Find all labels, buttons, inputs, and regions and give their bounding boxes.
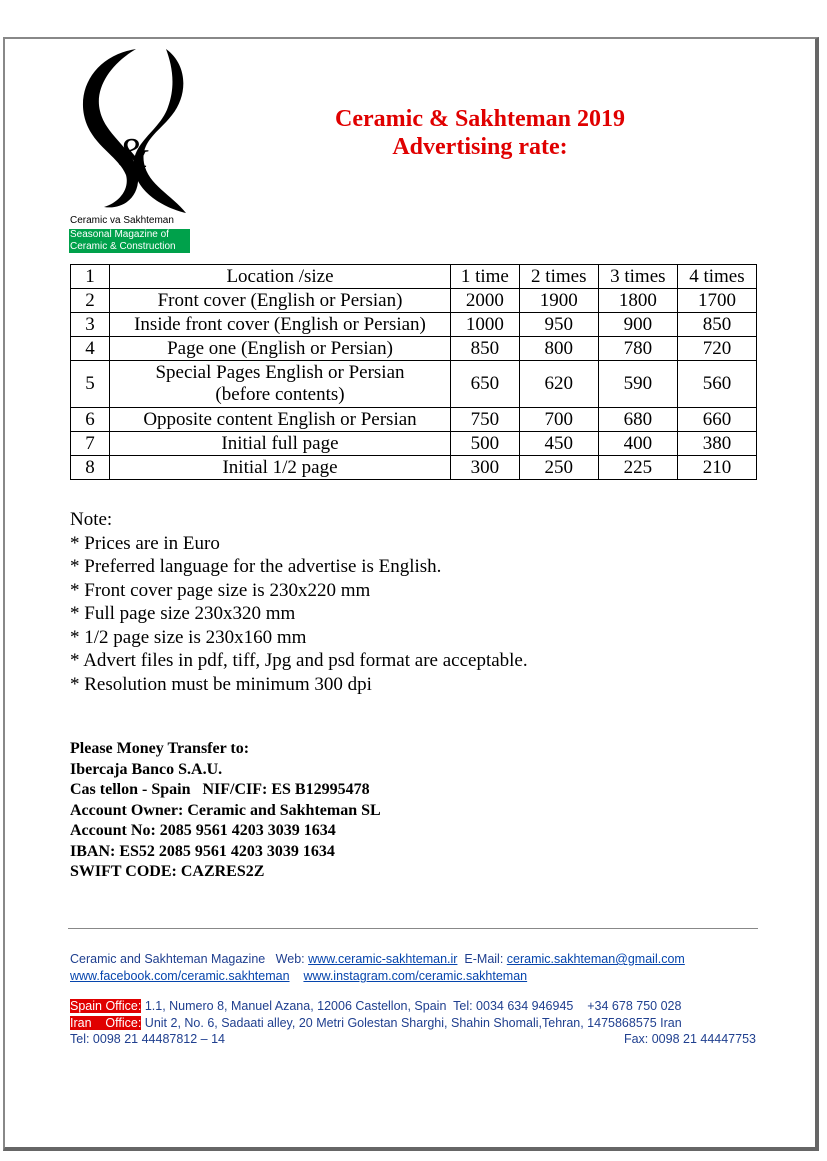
bank-line: Cas tellon - Spain NIF/CIF: ES B12995478 — [70, 781, 370, 798]
notes-section — [70, 508, 528, 696]
table-row — [71, 313, 757, 337]
bank-line: Please Money Transfer to: — [70, 740, 250, 757]
table-row — [71, 456, 757, 480]
table-cell: 1800 — [598, 289, 677, 313]
table-cell: 720 — [677, 337, 756, 361]
bank-line: Account No: 2085 9561 4203 3039 1634 — [70, 822, 336, 839]
spain-office-line — [70, 998, 756, 1015]
table-cell: 1700 — [677, 289, 756, 313]
header-cell: 3 times — [598, 265, 677, 289]
table-cell: 560 — [677, 361, 756, 408]
table-cell: 1900 — [519, 289, 598, 313]
instagram-link[interactable]: www.instagram.com/ceramic.sakhteman — [303, 969, 528, 983]
facebook-link[interactable]: www.facebook.com/ceramic.sakhteman — [70, 969, 290, 983]
table-cell: 1000 — [451, 313, 520, 337]
table-cell: 450 — [519, 432, 598, 456]
table-cell: 680 — [598, 408, 677, 432]
table-cell: 5 — [71, 361, 110, 408]
logo-tagline-line2: Ceramic & Construction — [70, 241, 176, 252]
bank-line: IBAN: ES52 2085 9561 4203 3039 1634 — [70, 842, 335, 860]
header-cell: 1 — [71, 265, 110, 289]
table-row — [71, 289, 757, 313]
table-cell: 210 — [677, 456, 756, 480]
table-cell: Inside front cover (English or Persian) — [110, 313, 451, 337]
table-cell: 2000 — [451, 289, 520, 313]
note-item: * Preferred language for the advertise is English. — [70, 556, 442, 577]
table-cell: Initial 1/2 page — [110, 456, 451, 480]
table-cell: 500 — [451, 432, 520, 456]
table-cell: 780 — [598, 337, 677, 361]
website-link[interactable]: www.ceramic-sakhteman.ir — [308, 952, 458, 966]
header-cell: 4 times — [677, 265, 756, 289]
table-cell: 660 — [677, 408, 756, 432]
header-cell: 2 times — [519, 265, 598, 289]
table-cell: 8 — [71, 456, 110, 480]
table-cell: 250 — [519, 456, 598, 480]
bank-line: Account Owner: Ceramic and Sakhteman SL — [70, 801, 381, 819]
logo-tagline-line1: Seasonal Magazine of — [70, 229, 169, 240]
table-cell: 950 — [519, 313, 598, 337]
iran-office-label: Iran Office: — [70, 1016, 142, 1030]
table-cell: 4 — [71, 337, 110, 361]
logo-name: Ceramic va Sakhteman — [70, 215, 174, 226]
email-link[interactable]: ceramic.sakhteman@gmail.com — [506, 952, 685, 966]
footer-contacts — [70, 951, 756, 985]
note-item: * Resolution must be minimum 300 dpi — [70, 673, 372, 695]
table-cell: Initial full page — [110, 432, 451, 456]
table-cell: 620 — [519, 361, 598, 408]
note-item: * 1/2 page size is 230x160 mm — [70, 626, 307, 648]
header-cell: 1 time — [451, 265, 520, 289]
email-label: E-Mail: — [464, 952, 504, 966]
page-title — [300, 105, 660, 161]
notes-heading: Note: — [70, 509, 113, 530]
table-cell: 800 — [519, 337, 598, 361]
table-row — [71, 432, 757, 456]
table-cell: 700 — [519, 408, 598, 432]
table-cell: 400 — [598, 432, 677, 456]
spain-office-label: Spain Office: — [70, 999, 142, 1013]
table-cell: 300 — [451, 456, 520, 480]
bank-line: Ibercaja Banco S.A.U. — [70, 760, 223, 778]
table-cell: Front cover (English or Persian) — [110, 289, 451, 313]
table-cell: 7 — [71, 432, 110, 456]
logo — [68, 45, 192, 255]
table-cell-special — [110, 361, 451, 408]
table-cell: 850 — [451, 337, 520, 361]
table-cell: 2 — [71, 289, 110, 313]
logo-mark-icon — [68, 45, 192, 215]
rates-table — [70, 264, 757, 480]
header-cell: Location /size — [110, 265, 451, 289]
phone-line — [70, 1031, 756, 1048]
tel-number: Tel: 0098 21 44487812 – 14 — [70, 1032, 225, 1046]
table-row — [71, 361, 757, 408]
magazine-name: Ceramic and Sakhteman Magazine — [70, 952, 266, 966]
note-item: * Front cover page size is 230x220 mm — [70, 579, 371, 601]
footer-divider — [68, 928, 758, 929]
title-line2: Advertising rate: — [392, 134, 568, 160]
table-cell: Page one (English or Persian) — [110, 337, 451, 361]
fax-number: Fax: 0098 21 44447753 — [623, 1032, 756, 1046]
table-cell: 6 — [71, 408, 110, 432]
bank-details — [70, 739, 381, 883]
table-cell: Opposite content English or Persian — [110, 408, 451, 432]
spain-office-address: 1.1, Numero 8, Manuel Azana, 12006 Castellon, Spain Tel: 0034 634 946945 +34 678 750 028 — [141, 999, 682, 1013]
iran-office-line — [70, 1015, 756, 1032]
note-item: * Prices are in Euro — [70, 532, 220, 554]
table-cell: 900 — [598, 313, 677, 337]
web-label: Web: — [275, 952, 305, 966]
svg-text:&: & — [116, 131, 149, 177]
table-cell: 590 — [598, 361, 677, 408]
table-cell: 750 — [451, 408, 520, 432]
iran-office-address: Unit 2, No. 6, Sadaati alley, 20 Metri Golestan Sharghi, Shahin Shomali,Tehran, 1475868575 Iran — [141, 1016, 682, 1030]
table-cell: 850 — [677, 313, 756, 337]
table-cell: 650 — [451, 361, 520, 408]
bank-line: SWIFT CODE: CAZRES2Z — [70, 863, 265, 880]
table-row — [71, 337, 757, 361]
table-header-row — [71, 265, 757, 289]
table-cell: 225 — [598, 456, 677, 480]
note-item: * Full page size 230x320 mm — [70, 603, 296, 624]
footer-line-social — [70, 968, 756, 985]
special-pages-label: Special Pages English or Persian — [155, 362, 405, 383]
special-pages-sub: (before contents) — [215, 384, 345, 405]
table-row — [71, 408, 757, 432]
title-line1: Ceramic & Sakhteman 2019 — [335, 106, 625, 132]
note-item: * Advert files in pdf, tiff, Jpg and psd format are acceptable. — [70, 650, 528, 671]
logo-tagline — [69, 229, 190, 253]
footer-line-web — [70, 951, 756, 968]
table-cell: 380 — [677, 432, 756, 456]
table-cell: 3 — [71, 313, 110, 337]
